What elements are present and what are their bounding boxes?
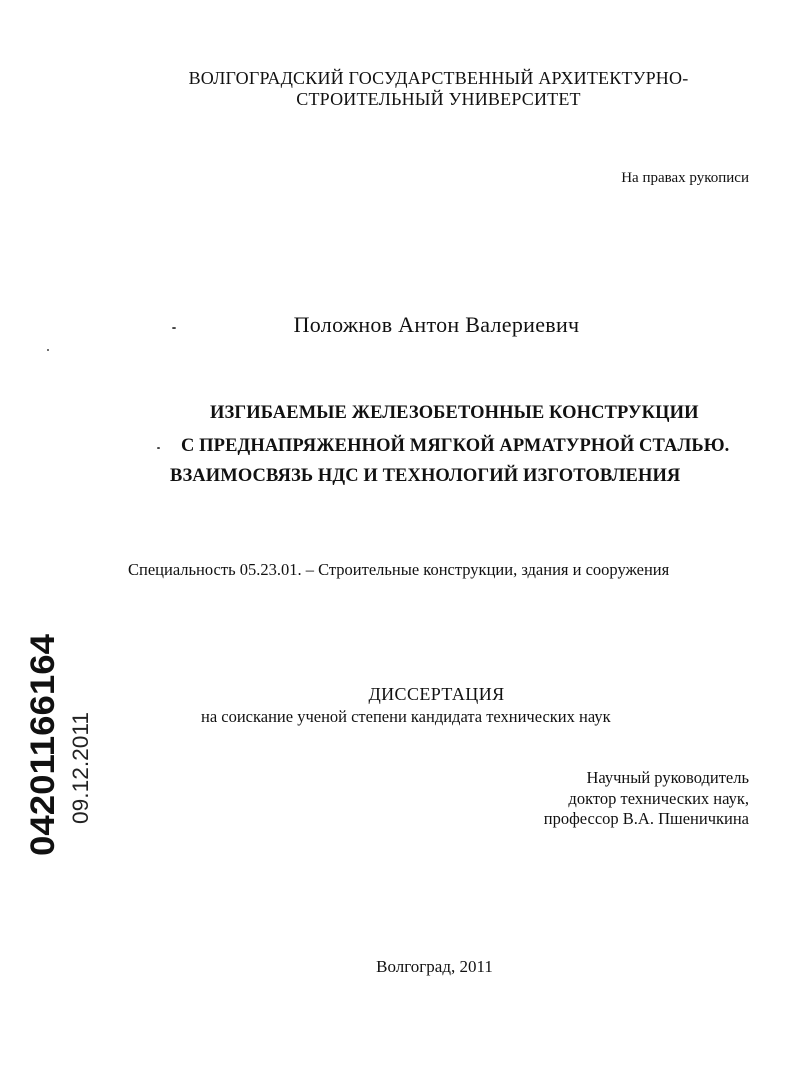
- city-year: Волгоград, 2011: [376, 957, 493, 976]
- author-name: Положнов Антон Валериевич: [293, 312, 580, 337]
- stamp-date: 09.12.2011: [68, 715, 93, 824]
- scan-speck: [172, 327, 176, 329]
- manuscript-rights-note: На правах рукописи: [621, 170, 749, 186]
- stamp-number: 04201166164: [24, 649, 62, 856]
- title-line-2: С ПРЕДНАПРЯЖЕННОЙ МЯГКОЙ АРМАТУРНОЙ СТАЛЬЮ.: [181, 436, 730, 456]
- scan-speck: [157, 447, 160, 449]
- supervisor-block: [544, 768, 749, 830]
- title-line-3: ВЗАИМОСВЯЗЬ НДС И ТЕХНОЛОГИЙ ИЗГОТОВЛЕНИЯ: [170, 466, 681, 486]
- specialty-line: Специальность 05.23.01. – Строительные конструкции, здания и сооружения: [128, 560, 670, 579]
- degree-line: на соискание ученой степени кандидата технических наук: [201, 707, 611, 726]
- university-line-2: СТРОИТЕЛЬНЫЙ УНИВЕРСИТЕТ: [296, 89, 581, 109]
- supervisor-line-3: профессор В.А. Пшеничкина: [543, 809, 749, 828]
- work-type-heading: ДИССЕРТАЦИЯ: [368, 684, 505, 704]
- scan-speck: [47, 349, 49, 351]
- university-line-1: ВОЛГОГРАДСКИЙ ГОСУДАРСТВЕННЫЙ АРХИТЕКТУРНО-: [188, 68, 689, 88]
- supervisor-line-1: Научный руководитель: [586, 768, 749, 787]
- library-stamp: [22, 634, 112, 864]
- university-name: [40, 68, 797, 110]
- supervisor-line-2: доктор технических наук,: [568, 788, 749, 808]
- title-line-1: ИЗГИБАЕМЫЕ ЖЕЛЕЗОБЕТОННЫЕ КОНСТРУКЦИИ: [210, 403, 699, 423]
- stamp-graphic: [22, 634, 112, 864]
